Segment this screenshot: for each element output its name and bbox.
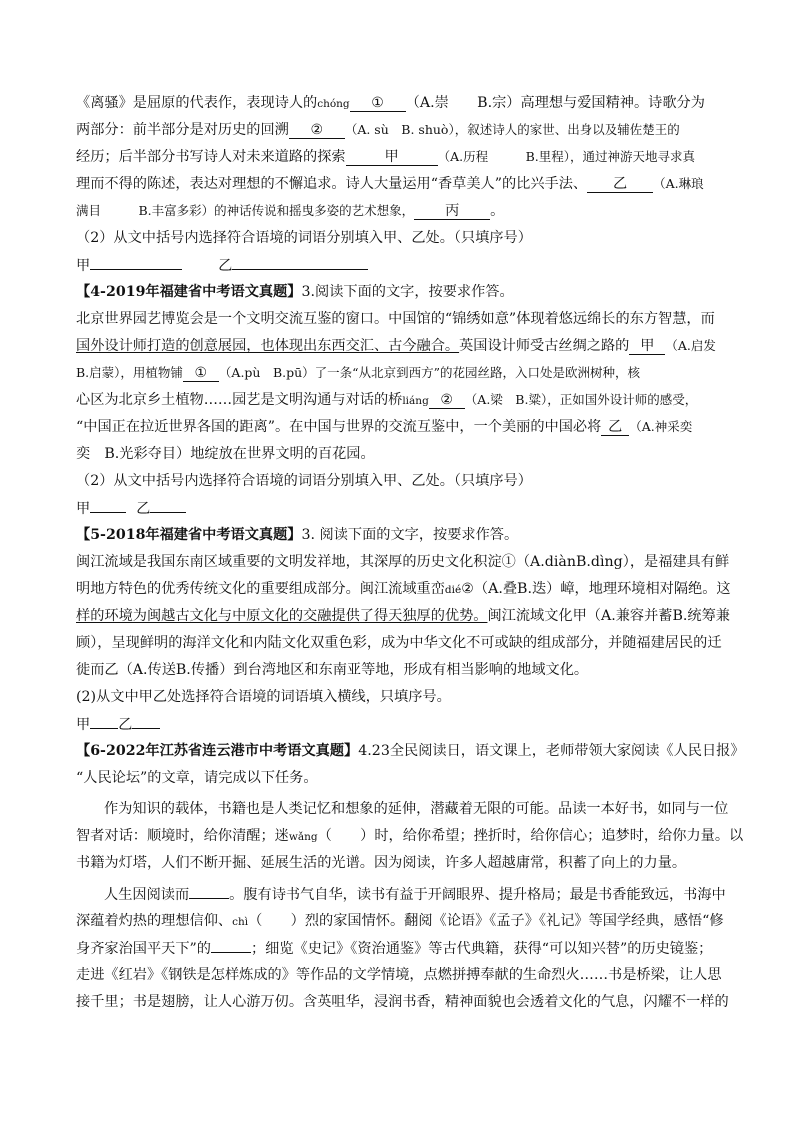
q5-line-5: 徙而乙（A.传送B.传播）到台湾地区和东南亚等地，形成有相当影响的地域文化。: [76, 662, 589, 678]
q5-answer-jia[interactable]: [90, 713, 118, 729]
q4-blank-jia[interactable]: 甲: [629, 339, 665, 355]
q4-heading: 【4-2019年福建省中考语文真题】3.阅读下面的文字，按要求作答。: [76, 284, 514, 300]
q4-blank-1[interactable]: ①: [183, 366, 219, 382]
q6-blank-2[interactable]: [211, 937, 251, 953]
q3-line-5: 满目 B.丰富多彩）的神话传说和摇曳多姿的艺术想象， 丙 。: [76, 203, 505, 219]
q5-heading: 【5-2018年福建省中考语文真题】3. 阅读下面的文字，按要求作答。: [76, 527, 519, 543]
q3-blank-2[interactable]: ②: [289, 123, 345, 139]
q6-para-2-line-2: 深蕴着灼热的理想信仰、chì（ ）烈的家国情怀。翻阅《论语》《孟子》《礼记》等国学经典，感悟“修: [76, 913, 724, 929]
q6-para-1-line-2: 智者对话：顺境时，给你清醒；迷wǎng（ ）时，给你希望；挫折时，给你信心；追梦时，给你力量。以: [76, 828, 744, 844]
q4-line-6: 奕 B.光彩夺目）地绽放在世界文明的百花园。: [76, 446, 375, 462]
q5-answer-row: 甲 乙: [76, 713, 160, 735]
q3-answer-row: 甲 乙: [76, 254, 368, 276]
q6-para-2-line-4: 走进《红岩》《钢铁是怎样炼成的》等作品的文学情境，点燃拼搏奉献的生命烈火……书是桥梁，让人思: [76, 967, 722, 983]
q4-line-2: 国外设计师打造的创意展园，也体现出东西交汇、古今融合。英国设计师受古丝绸之路的 甲 （A.启发: [76, 338, 716, 354]
q3-answer-jia[interactable]: [90, 254, 182, 270]
q4-blank-yi[interactable]: 乙: [601, 420, 629, 436]
q6-blank-1[interactable]: [189, 883, 229, 899]
q5-answer-yi[interactable]: [132, 713, 160, 729]
q5-subquestion: (2)从文中甲乙处选择符合语境的词语填入横线，只填序号。: [76, 689, 451, 705]
q3-subquestion: （2）从文中括号内选择符合语境的词语分别填入甲、乙处。（只填序号）: [76, 230, 532, 246]
q3-line-1: 《离骚》是屈原的代表作，表现诗人的chóng ① （A.崇 B.宗）高理想与爱国精神。诗歌分为: [76, 95, 705, 111]
q3-blank-1[interactable]: ①: [350, 96, 406, 112]
q4-line-1: 北京世界园艺博览会是一个文明交流互鉴的窗口。中国馆的“锦绣如意”体现着悠远绵长的东方智慧，而: [76, 311, 715, 327]
q3-blank-jia[interactable]: 甲: [346, 150, 438, 166]
q6-para-1-line-1: 作为知识的载体，书籍也是人类记忆和想象的延伸，潜藏着无限的可能。品读一本好书，如同与一位: [104, 801, 729, 817]
q3-line-4: 理而不得的陈述，表达对理想的不懈追求。诗人大量运用“香草美人”的比兴手法、 乙 （A.琳琅: [76, 176, 704, 192]
q6-para-2-line-3: 身齐家治国平天下”的 ；细览《史记》《资治通鉴》等古代典籍，获得“可以知兴替”的历史镜鉴；: [76, 937, 712, 959]
q6-line-1: “人民论坛”的文章，请完成以下任务。: [76, 770, 318, 786]
q4-line-4: 心区为北京乡土植物……园艺是文明沟通与对话的桥liáng ② （A.梁 B.粱），正如国外设计师的感受，: [76, 392, 698, 408]
q6-para-2-line-5: 接千里；书是翅膀，让人心游万仞。含英咀华，浸润书香，精神面貌也会透着文化的气息，闪耀不一样的: [76, 994, 729, 1010]
q5-line-4: 顾），呈现鲜明的海洋文化和内陆文化双重色彩，成为中华文化不可或缺的组成部分，并随福建居民的迁: [76, 635, 722, 651]
q4-line-3: B.启蒙），用植物铺 ① （A.pù B.pū）了一条“从北京到西方”的花园丝路，入口处是欧洲树种，核: [76, 365, 640, 381]
q4-blank-2[interactable]: ②: [429, 393, 465, 409]
q3-answer-yi[interactable]: [232, 254, 368, 270]
q3-line-2: 两部分：前半部分是对历史的回溯 ② （A. sù B. shuò），叙述诗人的家世、出身以及辅佐楚王的: [76, 122, 680, 138]
q5-line-2: 明地方特色的优秀传统文化的重要组成部分。闽江流域重峦dié②（A.叠B.迭）嶂，地理环境相对隔绝。这: [76, 581, 731, 597]
q4-line-5: “中国正在拉近世界各国的距离”。在中国与世界的交流互鉴中，一个美丽的中国必将 乙 （A.神采奕: [76, 419, 693, 435]
q6-para-1-line-3: 书籍为灯塔，人们不断开掘、延展生活的光谱。因为阅读，许多人超越庸常，积蓄了向上的力量。: [76, 855, 687, 871]
q4-subquestion: （2）从文中括号内选择符合语境的词语分别填入甲、乙处。（只填序号）: [76, 473, 532, 489]
q3-line-3: 经历；后半部分书写诗人对未来道路的探索 甲 （A.历程 B.里程），通过神游天地寻求真: [76, 149, 695, 165]
q4-answer-yi[interactable]: [150, 497, 186, 513]
q6-para-2-line-1: 人生因阅读而 。腹有诗书气自华，读书有益于开阔眼界、提升格局；最是书香能致远，书海中: [76, 883, 726, 905]
q3-blank-bing[interactable]: 丙: [414, 204, 490, 220]
q5-line-1: 闽江流域是我国东南区域重要的文明发祥地，其深厚的历史文化积淀①（A.diànB.dìng），是福建具有鲜: [76, 554, 730, 570]
q4-answer-row: 甲 乙: [76, 497, 186, 519]
q6-heading: 【6-2022年江苏省连云港市中考语文真题】4.23全民阅读日，语文课上，老师带领大家阅读《人民日报》: [76, 743, 745, 759]
q5-line-3: 样的环境为闽越古文化与中原文化的交融提供了得天独厚的优势。闽江流域文化甲（A.兼容并蓄B.统筹兼: [76, 608, 730, 624]
q3-blank-yi[interactable]: 乙: [587, 177, 653, 193]
q4-answer-jia[interactable]: [90, 497, 126, 513]
